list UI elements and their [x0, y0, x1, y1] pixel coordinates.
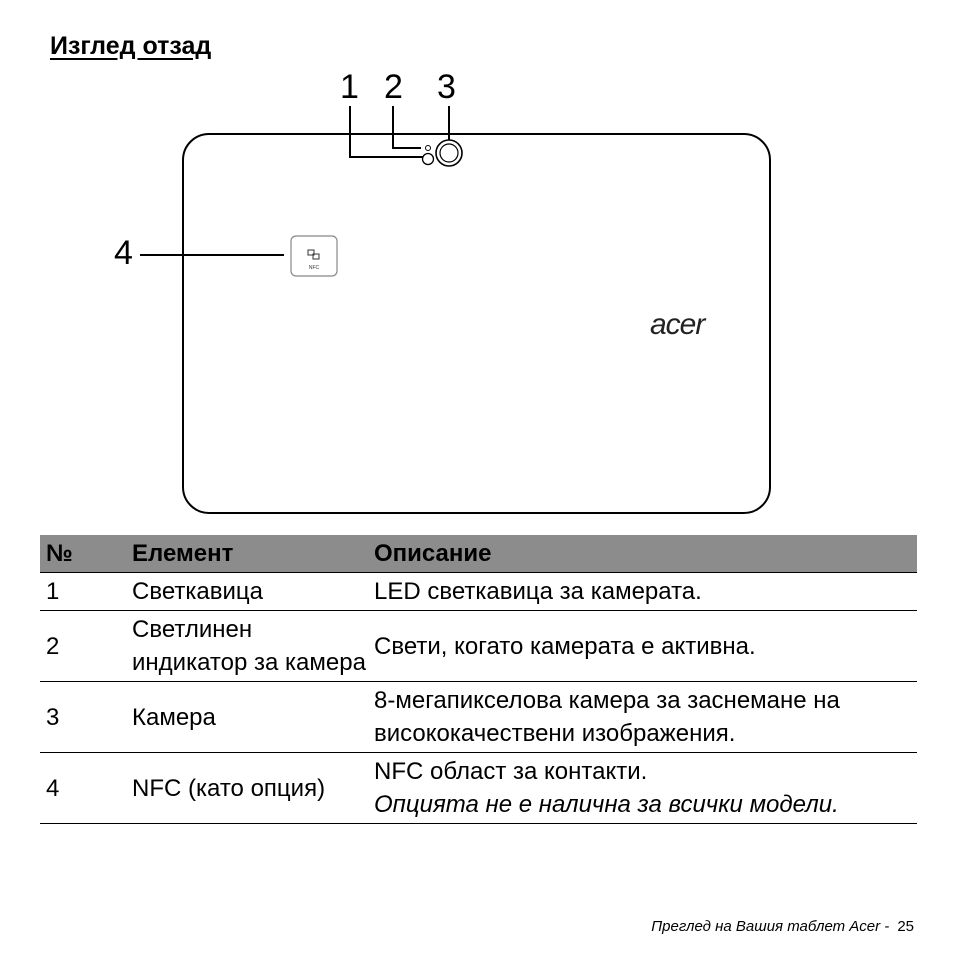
- section-heading: Изглед отзад: [50, 32, 212, 60]
- row-note: Опцията не е налична за всички модели.: [374, 791, 839, 818]
- light-indicator: [426, 146, 431, 151]
- row-num: 1: [40, 573, 126, 611]
- row-description: Свети, когато камерата е активна.: [368, 611, 917, 682]
- nfc-label: NFC: [308, 265, 320, 271]
- table-row: [40, 573, 917, 611]
- tablet-rear-diagram: [0, 60, 954, 520]
- callout-4: 4: [114, 234, 133, 272]
- row-description: LED светкавица за камерата.: [368, 573, 917, 611]
- row-num: 2: [40, 611, 126, 682]
- row-description: 8-мегапикселова камера за заснемане на висококачествени изображения.: [368, 682, 917, 753]
- row-num: 4: [40, 753, 126, 824]
- row-element: Светкавица: [126, 573, 368, 611]
- callout-3: 3: [437, 68, 456, 106]
- acer-logo: acer: [650, 308, 705, 341]
- callout-1: 1: [340, 68, 359, 106]
- header-element: Елемент: [126, 535, 368, 573]
- camera-inner: [440, 144, 458, 162]
- row-num: 3: [40, 682, 126, 753]
- footer-text: Преглед на Вашия таблет Acer -: [651, 918, 890, 935]
- page-number: 25: [897, 918, 914, 935]
- table-header-row: [40, 535, 917, 573]
- header-num: №: [40, 535, 126, 573]
- table-row: [40, 611, 917, 682]
- components-table: [40, 535, 917, 824]
- page-footer: [651, 918, 914, 935]
- table-row: [40, 682, 917, 753]
- flash: [423, 154, 434, 165]
- row-element: NFC (като опция): [126, 753, 368, 824]
- row-element: Светлинен индикатор за камера: [126, 611, 368, 682]
- callout-2: 2: [384, 68, 403, 106]
- table-row: [40, 753, 917, 824]
- row-description-text: NFC област за контакти.: [374, 758, 648, 785]
- row-description: [368, 753, 917, 824]
- row-element: Камера: [126, 682, 368, 753]
- header-description: Описание: [368, 535, 917, 573]
